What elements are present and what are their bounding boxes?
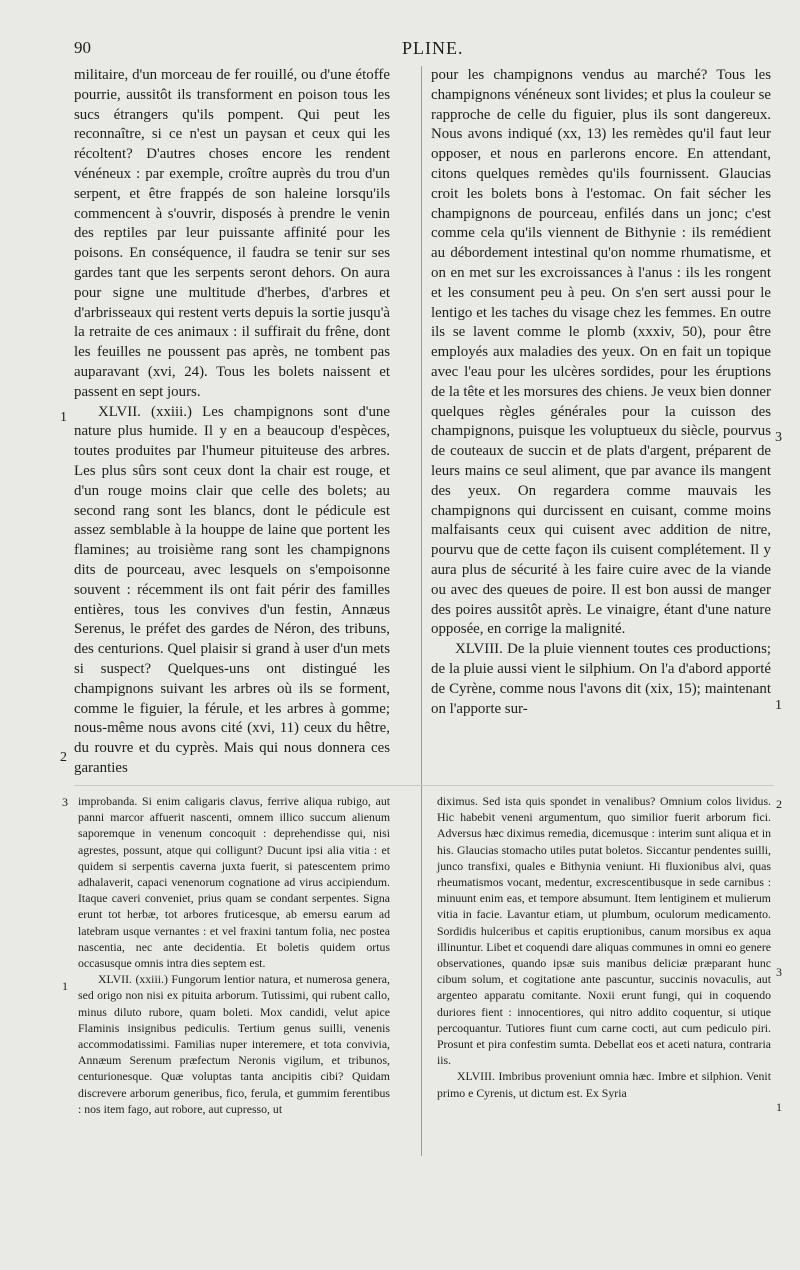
margin-number: 1 xyxy=(775,698,782,713)
french-paragraph: XLVII. (xxiii.) Les champignons sont d'une nature plus humide. Il y en a beaucoup d'espèces, toutes produites par l'humeur pituiteuse des arbres. Les plus sûrs sont ceux dont la chair est rouge, et d'un rouge moins clair que celle des bolets; au second rang sont les blancs, dont le pédicule est assez semblable à la houppe de laine que portent les flamines; au troisième rang sont les champignons dits de pourceau, avec lesquels on s'empoisonne souvent : récemment ils ont fait périr des familles entières, tous les convives d'un festin, Annæus Serenus, le préfet des gardes de Néron, des tribuns, des centurions. Quel plaisir si grand à user d'un mets si suspect? Quelques-uns ont distingué les champignons suivant les arbres où ils se forment, comme le figuier, la férule, et les arbres à gomme; nous-même nous avons cité (xvi, 11) ceux du hêtre, du rouvre et du cyprès. Mais qui nous donnera ces garanties xyxy=(74,403,390,776)
section-divider xyxy=(74,785,774,786)
margin-number: 3 xyxy=(776,965,782,979)
page-number: 90 xyxy=(74,38,91,57)
column-divider xyxy=(421,66,422,1156)
margin-number: 2 xyxy=(776,797,782,811)
french-paragraph: XLVIII. De la pluie viennent toutes ces productions; de la pluie aussi vient le silphium. On l'a d'abord apporté de Cyrène, comme nous l'avons dit (xix, 15); maintenant on l'apporte sur- xyxy=(431,641,771,717)
latin-paragraph: XLVII. (xxiii.) Fungorum lentior natura, et numerosa genera, sed origo non nisi ex pituita arborum. Tutissimi, qui rubent callo, minus diluto rubore, quam boleti. Mox candidi, velut apice Flaminis insignibus pediculis. Tertium genus suilli, venenis accommodatissimi. Familias nuper interemere, et tota convivia, Annæum Serenum præfectum Neronis vigilum, et tribunos, centurionesque. Quæ voluptas tanta ancipitis cibi? Quidam discrevere arborum generibus, fico, ferula, et gummim ferentibus : nos item fago, aut robore, aut cupresso, ut xyxy=(78,972,390,1116)
latin-column-left xyxy=(78,793,390,1117)
margin-number: 2 xyxy=(60,750,67,765)
french-column-right xyxy=(431,66,771,719)
margin-number: 1 xyxy=(60,410,67,425)
page-header xyxy=(74,38,774,62)
latin-paragraph: diximus. Sed ista quis spondet in venalibus? Omnium colos lividus. Hic habebit veneni argumentum, quo similior fuerit arborum fici. Adversus hæc diximus remedia, dicemusque : interim sunt aliqua et in his. Glaucias stomacho utiles putat boletos. Siccantur pendentes suilli, junco transfixi, quales e Bithynia veniunt. Hi fluxionibus alvi, quas rheumatismos vocant, medentur, excrescentibusque in sede carnibus : minuunt enim eas, et tempore absumunt. Item lentiginem et mulierum vitia in facie. Lavantur etiam, ut plumbum, oculorum medicamento. Sordidis hulceribus et capitis eruptionibus, canum morsibus ex aqua illinuntur. Libet et coquendi dare aliquas communes in omni eo genere observationes, quando ipsæ suis manibus deliciæ præparant hunc cibum solum, et cogitatione ante pascuntur, succinis novaculis, aut argenteo apparatu comitante. Noxii erunt fungi, qui in coquendo duriores fient : innocentiores, qui nitro addito coquentur, si utique percoquantur. Tutiores fiunt cum carne cocti, aut cum pediculo piri. Prosunt et pira confestim sumta. Debellat eos et aceti natura, contraria iis. xyxy=(437,794,771,1068)
margin-number: 3 xyxy=(775,430,782,445)
margin-number: 1 xyxy=(776,1100,782,1114)
latin-column-right xyxy=(437,793,771,1101)
french-paragraph: pour les champignons vendus au marché? Tous les champignons vénéneux sont livides; et plus la couleur se rapproche de celle du figuier, plus ils sont dangereux. Nous avons indiqué (xx, 13) les remèdes qu'il faut leur opposer, et nous en parlerons encore. En attendant, citons quelques remèdes qu'ils fournissent. Glaucias croit les bolets bons à l'estomac. On fait sécher les champignons de pourceau, enfilés dans un jonc; c'est comme cela qu'ils viennent de Bithynie : ils remédient au débordement intestinal qu'on nomme rhumatisme, et on en met sur les excroissances à l'anus : ils les rongent et les consument peu à peu. On s'en sert aussi pour le lentigo et les taches du visage chez les femmes. En outre ils se lavent comme le plomb (xxxiv, 50), pour être employés aux maladies des yeux. On en fait un topique avec l'eau pour les ulcères sordides, pour les éruptions de la tête et les morsures des chiens. Je veux bien donner quelques règles générales pour la cuisson des champignons, puisque les voluptueux du siècle, pourvus de couteaux de succin et de plats d'argent, préparent de leurs mains ce seul aliment, que par avance ils mangent des yeux. On regardera comme mauvais les champignons qui durcissent en cuisant, comme moins malfaisants ceux qui cuisent avec addition de nitre, pourvu que de cette façon ils cuisent complétement. Il y aura plus de sécurité à les faire cuire avec de la viande ou avec des queues de poire. Il est bon aussi de manger des poires aussitôt après. Le vinaigre, étant d'une nature opposée, en corrige la malignité. xyxy=(431,67,771,638)
latin-paragraph: improbanda. Si enim caligaris clavus, ferrive aliqua rubigo, aut panni marcor affuerit nascenti, omnem illico succum alienum saporemque in venenum concoquit : deprehendisse qui, nisi agrestes, possunt, atque qui colligunt? Ducunt ipsi alia vitia : et quidem si serpentis caverna juxta fuerit, si patescentem primo adhalaverit, capaci venenorum cognatione ad virus accipiendum. Itaque caveri conveniet, prius quam se condant serpentes. Signa erunt tot herbæ, tot arbores fruticesque, ab emersu earum ad latebram usque vernantes : et vel fraxini tantum folia, nec postea nascentia, nec ante decidentia. Et boletis quidem ortus occasusque omnis intra dies septem est. xyxy=(78,794,390,971)
latin-paragraph: XLVIII. Imbribus proveniunt omnia hæc. Imbre et silphion. Venit primo e Cyrenis, ut dictum est. Ex Syria xyxy=(437,1069,771,1100)
french-column-left xyxy=(74,66,390,779)
margin-number: 1 xyxy=(62,979,68,993)
running-title: PLINE. xyxy=(402,38,464,58)
margin-number: 3 xyxy=(62,795,68,809)
french-paragraph: militaire, d'un morceau de fer rouillé, ou d'une étoffe pourrie, aussitôt ils transforment en poison tous les sucs étrangers qu'ils pompent. Qui peut les reconnaître, si ce n'est un paysan et ceux qui les récoltent? D'autres choses encore les rendent vénéneux : par exemple, croître auprès du trou d'un serpent, et être frappés de son haleine lorsqu'ils commencent à s'ouvrir, disposés à prendre le venin des reptiles par leur puissante affinité pour les poisons. En conséquence, il faudra se tenir sur ses gardes tant que les serpents seront dehors. On aura pour signe une multitude d'herbes, d'arbres et d'arbrisseaux qui restent verts depuis la sortie jusqu'à la retraite de ces animaux : il suffirait du frêne, dont les feuilles ne poussent pas après, ne tombent pas auparavant (xvi, 24). Tous les bolets naissent et passent en sept jours. xyxy=(74,67,390,400)
